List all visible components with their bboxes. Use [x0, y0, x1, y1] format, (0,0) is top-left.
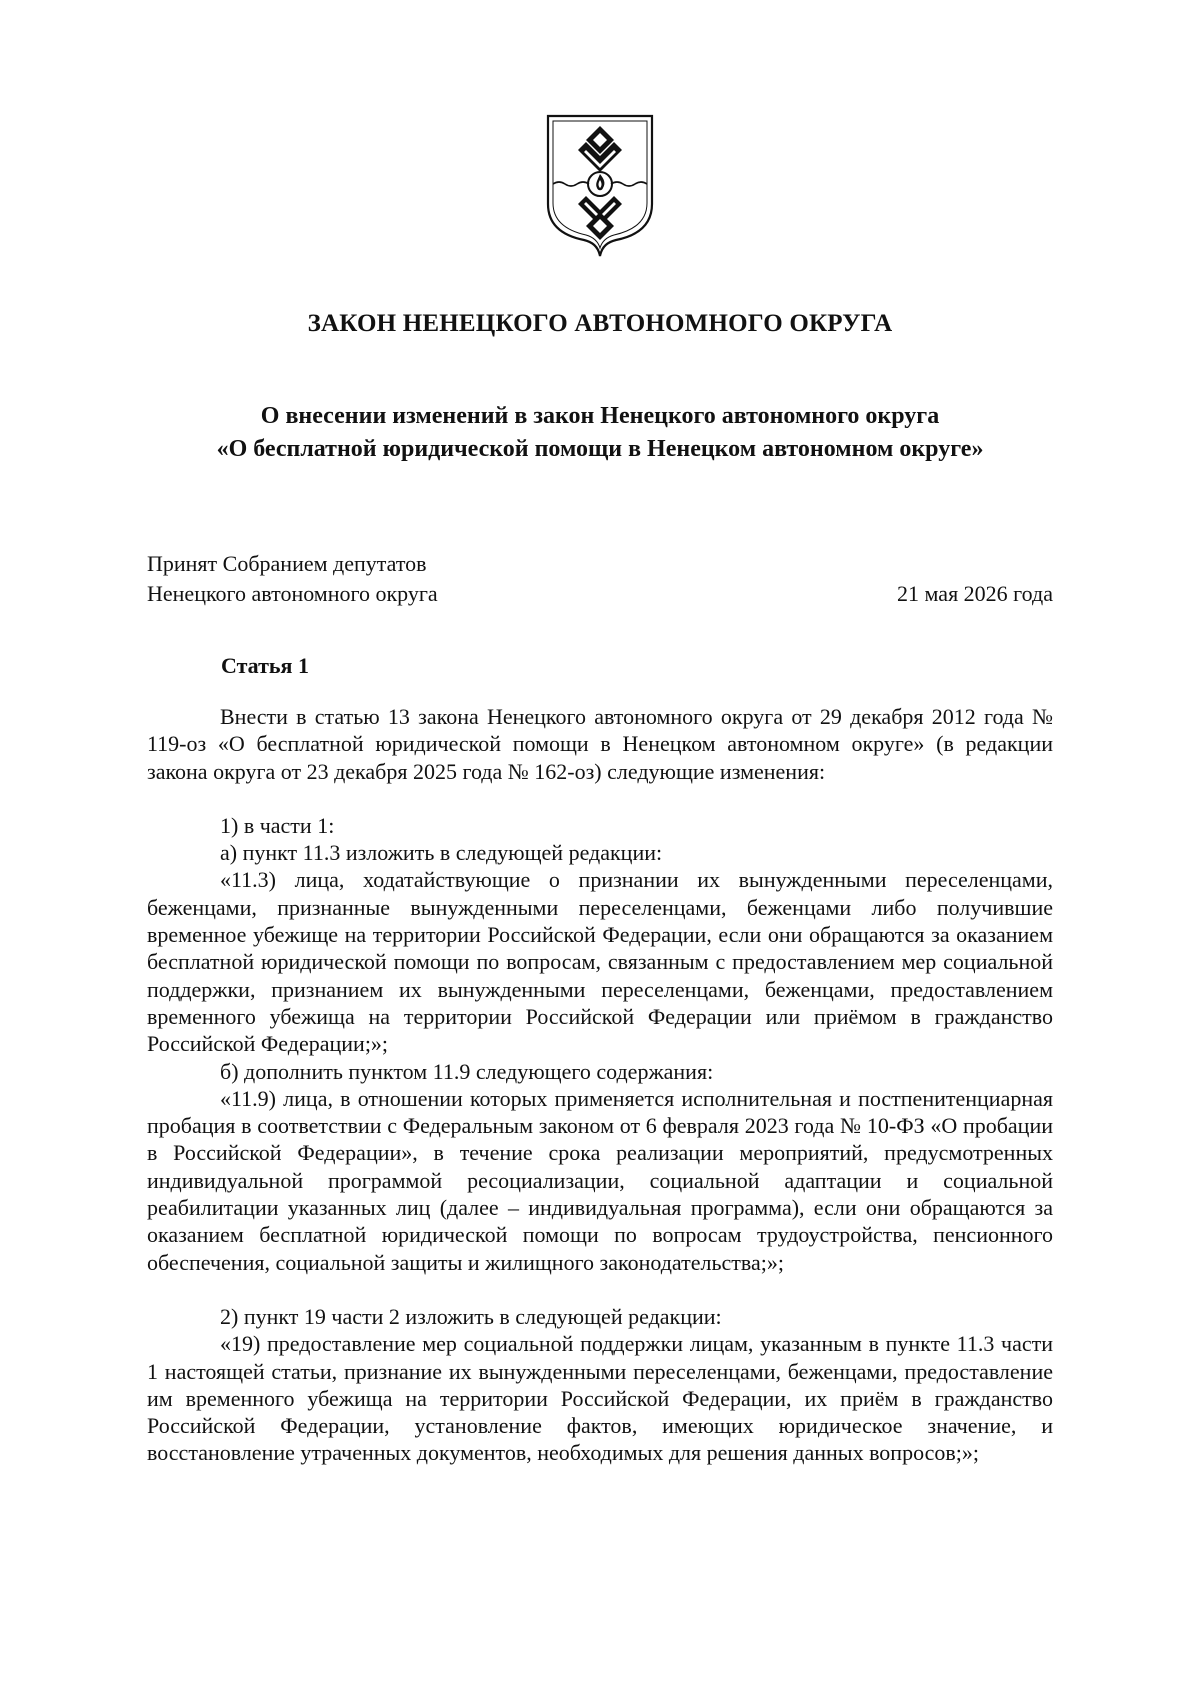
- article-body: [147, 703, 1053, 1467]
- subject-line-1: О внесении изменений в закон Ненецкого автономного округа: [260, 403, 940, 429]
- item-1-heading: 1) в части 1:: [220, 812, 335, 838]
- item-2-heading: 2) пункт 19 части 2 изложить в следующей редакции:: [220, 1303, 722, 1329]
- adoption-date: 21 мая 2026 года: [897, 581, 1053, 606]
- adoption-authority: [147, 549, 438, 609]
- item-1-a-heading: а) пункт 11.3 изложить в следующей редакции:: [220, 840, 663, 866]
- article-intro: Внести в статью 13 закона Ненецкого автономного округа от 29 декабря 2012 года № 119-оз «О бесплатной юридической помощи в Ненецком автономном округе» (в редакции закона округа от 23 декабря 2025 года № 162-оз) следующие изменения:: [147, 704, 1053, 784]
- item-1-a-text: «11.3) лица, ходатайствующие о признании их вынужденными переселенцами, беженцами, признанные вынужденными переселенцами, беженцами либо получившие временное убежище на территории Российской Федерации, если они обращаются за оказанием бесплатной юридической помощи по вопросам, связанным с предоставлением мер социальной поддержки, признанием их вынужденными переселенцами, беженцами, предоставлением временного убежища на территории Российской Федерации или приёмом в гражданство Российской Федерации;»;: [147, 867, 1053, 1057]
- law-subject: [0, 400, 1200, 466]
- item-1-b-heading: б) дополнить пунктом 11.9 следующего содержания:: [220, 1058, 714, 1084]
- subject-line-2: «О бесплатной юридической помощи в Ненецком автономном округе»: [216, 436, 984, 462]
- adoption-line-1: Принят Собранием депутатов: [147, 551, 427, 576]
- item-2-text: «19) предоставление мер социальной поддержки лицам, указанным в пункте 11.3 части 1 настоящей статьи, признание их вынужденными переселенцами, беженцами, предоставление им временного убежища на территории Российской Федерации, их приём в гражданство Российской Федерации, установление фактов, имеющих юридическое значение, и восстановление утраченных документов, необходимых для решения данных вопросов;»;: [147, 1331, 1053, 1466]
- coat-of-arms-icon: [544, 112, 656, 260]
- adoption-line-2: Ненецкого автономного округа: [147, 581, 438, 606]
- article-title: Статья 1: [221, 653, 309, 678]
- item-1-b-text: «11.9) лица, в отношении которых применяется исполнительная и постпенитенциарная пробация в соответствии с Федеральным законом от 6 февраля 2023 года № 10-ФЗ «О пробации в Российской Федерации», в течение срока реализации мероприятий, предусмотренных индивидуальной программой ресоциализации, социальной адаптации и социальной реабилитации указанных лиц (далее – индивидуальная программа), если они обращаются за оказанием бесплатной юридической помощи по вопросам трудоустройства, пенсионного обеспечения, социальной защиты и жилищного законодательства;»;: [147, 1085, 1053, 1275]
- law-title: ЗАКОН НЕНЕЦКОГО АВТОНОМНОГО ОКРУГА: [307, 310, 893, 337]
